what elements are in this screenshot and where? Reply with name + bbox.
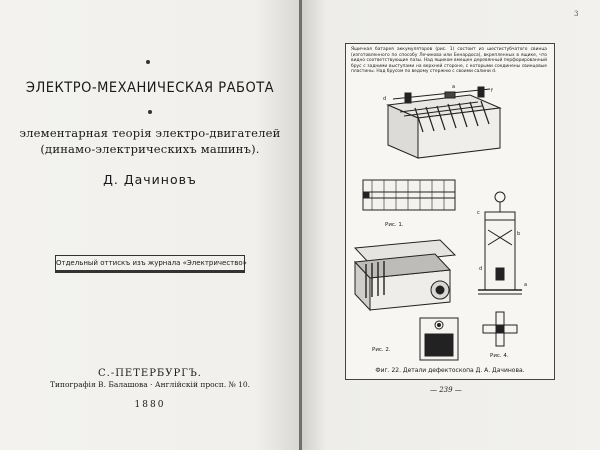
fig-2-label: Рис. 2. [372,347,391,353]
figure-description-text: Ящичная батарея аккумуляторов (рис. 1) состоит из шестистубчатого свинца (изготовленного по способу Лечинова или Бенардоса), вкрепленных в ящике, что видно соответствующие пазы. Над ящиком вмещен деревянный перфорированный брус с задними выступами на верхней стороне, с которыми соединены свинцовые пластины. Над брусом по ведому стержню с своими салини d. [351,47,547,75]
publication-year: 1880 [134,400,166,410]
svg-text:c: c [477,210,480,216]
author: Д. Дачиновъ [103,172,197,187]
cross-drawing [483,312,517,346]
svg-text:a: a [452,84,456,90]
plate-drawing [363,180,455,210]
svg-text:d: d [383,96,387,102]
svg-text:d: d [479,266,483,272]
page-number: — 239 — [430,386,462,394]
cell-drawing [420,318,458,360]
publication-city: С.-ПЕТЕРБУРГЪ. [98,368,202,379]
open-box-drawing [355,240,455,310]
figure-caption: Фиг. 22. Детали дефектоскопа Д. А. Дачинова. [375,367,525,374]
svg-text:b: b [517,231,521,237]
fig-4-label: Рис. 4. [490,353,509,359]
svg-text:a: a [524,282,528,288]
subtitle-line-2: (динамо-электрическихъ машинъ). [40,142,260,156]
corner-page-number: 3 [574,10,579,18]
vertical-apparatus-drawing [478,192,522,294]
svg-text:f: f [491,88,493,94]
subtitle-line-1: элементарная теорія электро-двигателей [19,126,281,140]
printer-line: Типографія В. Балашова · Англійскій просп. № 10. [49,380,251,389]
offprint-note: Отдельный оттискъ изъ журнала «Электричество» [55,255,245,271]
fig-1-label: Рис. 1. [385,222,404,228]
battery-box-drawing [388,87,500,158]
title: ЭЛЕКТРО-МЕХАНИЧЕСКАЯ РАБОТА [25,80,275,96]
